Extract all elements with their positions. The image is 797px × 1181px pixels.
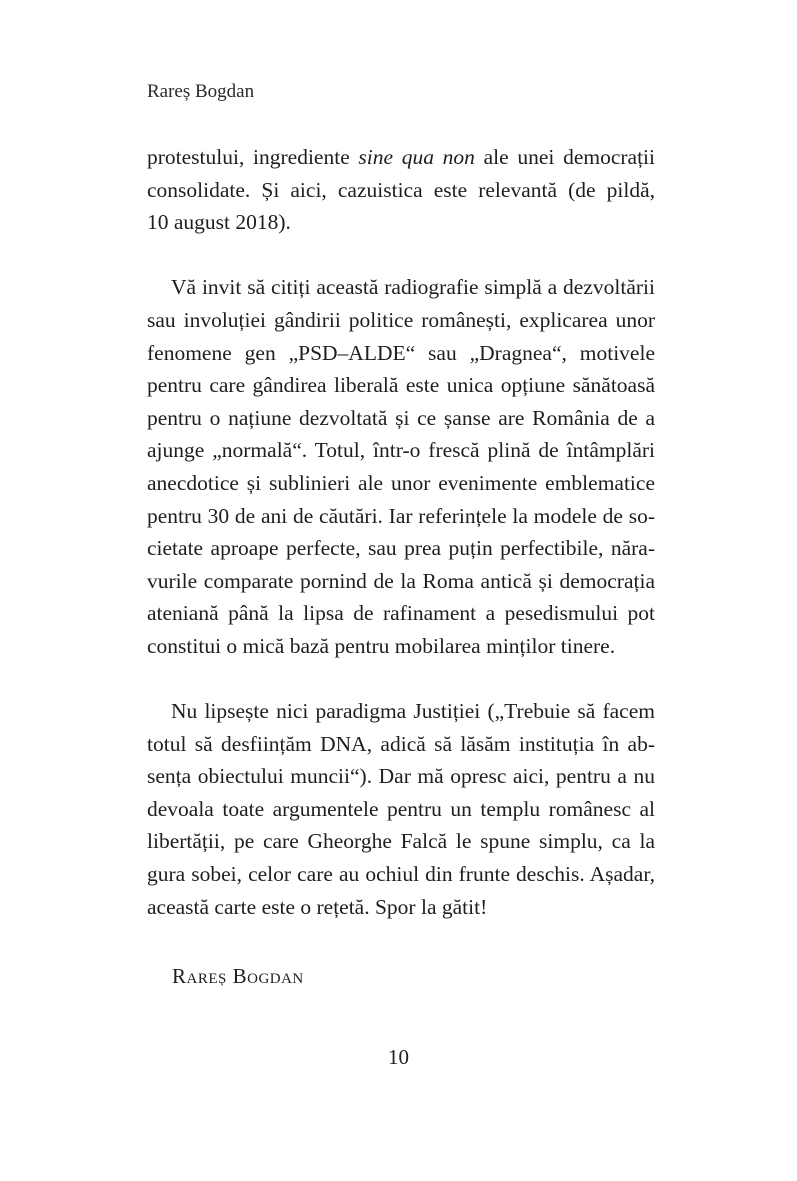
text-line: fenomene gen „PSD–ALDE“ sau „Dragnea“, motivele xyxy=(147,340,655,365)
page-body xyxy=(147,141,655,923)
text-line: consolidate. Și aici, cazuistica este relevantă (de pildă, xyxy=(147,177,655,202)
page-number: 10 xyxy=(388,1045,409,1069)
paragraph-2 xyxy=(147,271,655,662)
text-line: această carte este o rețetă. Spor la gătit! xyxy=(147,894,488,919)
text-line: Nu lipsește nici paradigma Justiției („Trebuie să facem xyxy=(171,699,655,724)
text-line: libertății, pe care Gheorghe Falcă le spune simplu, ca la xyxy=(147,829,655,854)
text-line: anecdotice și sublinieri ale unor evenimente emblematice xyxy=(147,470,655,495)
text-line xyxy=(147,141,655,174)
text-line: sența obiectului muncii“). Dar mă opresc aici, pentru a nu xyxy=(147,764,655,789)
text-segment: ale unei democrații xyxy=(474,145,655,169)
text-line: pentru 30 de ani de căutări. Iar referințele la modele de so- xyxy=(147,503,655,528)
text-line: devoala toate argumentele pentru un templu românesc al xyxy=(147,796,655,821)
paragraph-1 xyxy=(147,141,655,239)
text-line: 10 august 2018). xyxy=(147,210,291,235)
italic-phrase: sine qua non xyxy=(358,145,475,169)
text-line: pentru o națiune dezvoltată și ce șanse are România de a xyxy=(147,405,655,430)
author-signature: Rareș Bogdan xyxy=(172,964,304,988)
running-head-author: Rareș Bogdan xyxy=(147,81,255,102)
text-line: Vă invit să citiți această radiografie simplă a dezvoltării xyxy=(171,275,655,300)
text-line: sau involuției gândirii politice românești, explicarea unor xyxy=(147,307,655,332)
text-segment: protestului, ingrediente xyxy=(147,145,359,169)
text-line: pentru care gândirea liberală este unica opțiune sănătoasă xyxy=(147,373,655,398)
text-line: vurile comparate pornind de la Roma antică și democrația xyxy=(147,568,655,593)
paragraph-3 xyxy=(147,695,655,923)
text-line: ajunge „normală“. Totul, într-o frescă plină de întâmplări xyxy=(147,438,655,463)
text-line: ateniană până la lipsa de rafinament a pesedismului pot xyxy=(147,601,655,626)
text-line: totul să desființăm DNA, adică să lăsăm instituția în ab- xyxy=(147,731,655,756)
text-line: gura sobei, celor care au ochiul din frunte deschis. Așadar, xyxy=(147,862,655,887)
text-line: cietate aproape perfecte, sau prea puțin perfectibile, năra- xyxy=(147,536,655,561)
text-line: constitui o mică bază pentru mobilarea minților tinere. xyxy=(147,633,616,658)
